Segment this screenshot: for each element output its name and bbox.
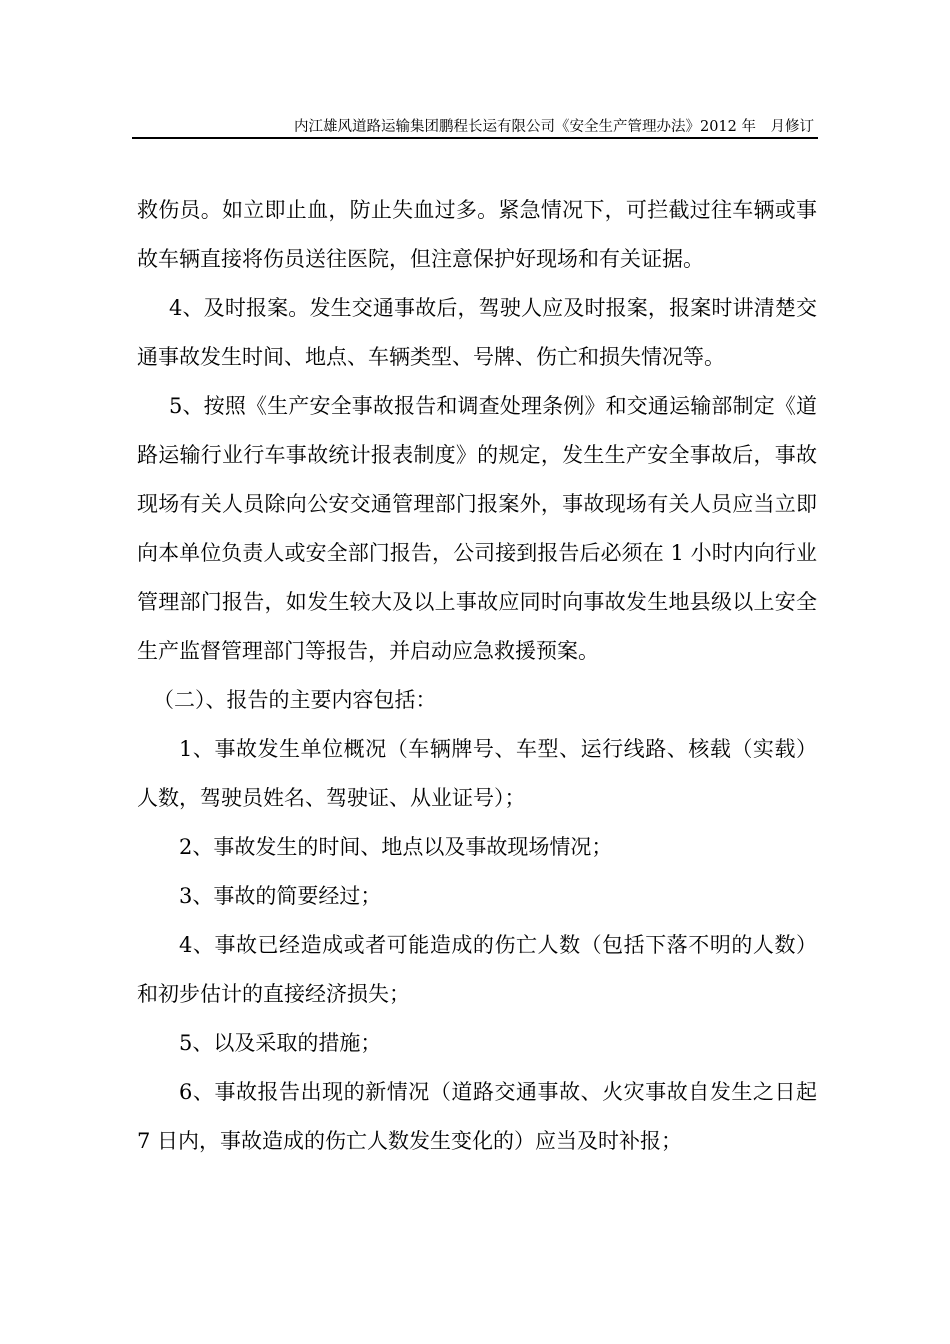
section-heading-report-contents: （二）、报告的主要内容包括：	[153, 688, 437, 712]
list-item: 3、事故的简要经过；	[179, 884, 382, 908]
list-item: 2、事故发生的时间、地点以及事故现场情况；	[179, 835, 613, 859]
header-rule	[132, 137, 818, 139]
list-item: 4、事故已经造成或者可能造成的伤亡人数（包括下落不明的人数）和初步估计的直接经济损失；	[137, 933, 817, 1006]
paragraph-continuation: 救伤员。如立即止血，防止失血过多。紧急情况下，可拦截过往车辆或事故车辆直接将伤员送往医院，但注意保护好现场和有关证据。	[137, 198, 817, 271]
paragraph-regulations: 5、按照《生产安全事故报告和调查处理条例》和交通运输部制定《道路运输行业行车事故统计报表制度》的规定，发生生产安全事故后，事故现场有关人员除向公安交通管理部门报案外，事故现场有关人员应当立即向本单位负责人或安全部门报告，公司接到报告后必须在 1 小时内向行业管理部门报告，如发生较大及以上事故应同时向事故发生地县级以上安全生产监督管理部门等报告，并启动应急救援预案。	[137, 394, 817, 663]
document-body	[137, 186, 817, 1166]
list-item: 5、以及采取的措施；	[179, 1031, 382, 1055]
list-item: 6、事故报告出现的新情况（道路交通事故、火灾事故自发生之日起 7 日内，事故造成的伤亡人数发生变化的）应当及时补报；	[137, 1080, 817, 1153]
page-header: 内江雄风道路运输集团鹏程长运有限公司《安全生产管理办法》2012 年 月修订	[293, 119, 814, 135]
list-item: 1、事故发生单位概况（车辆牌号、车型、运行线路、核载（实载）人数，驾驶员姓名、驾驶证、从业证号）；	[137, 737, 817, 810]
paragraph-report-case: 4、及时报案。发生交通事故后，驾驶人应及时报案，报案时讲清楚交通事故发生时间、地点、车辆类型、号牌、伤亡和损失情况等。	[137, 296, 817, 369]
